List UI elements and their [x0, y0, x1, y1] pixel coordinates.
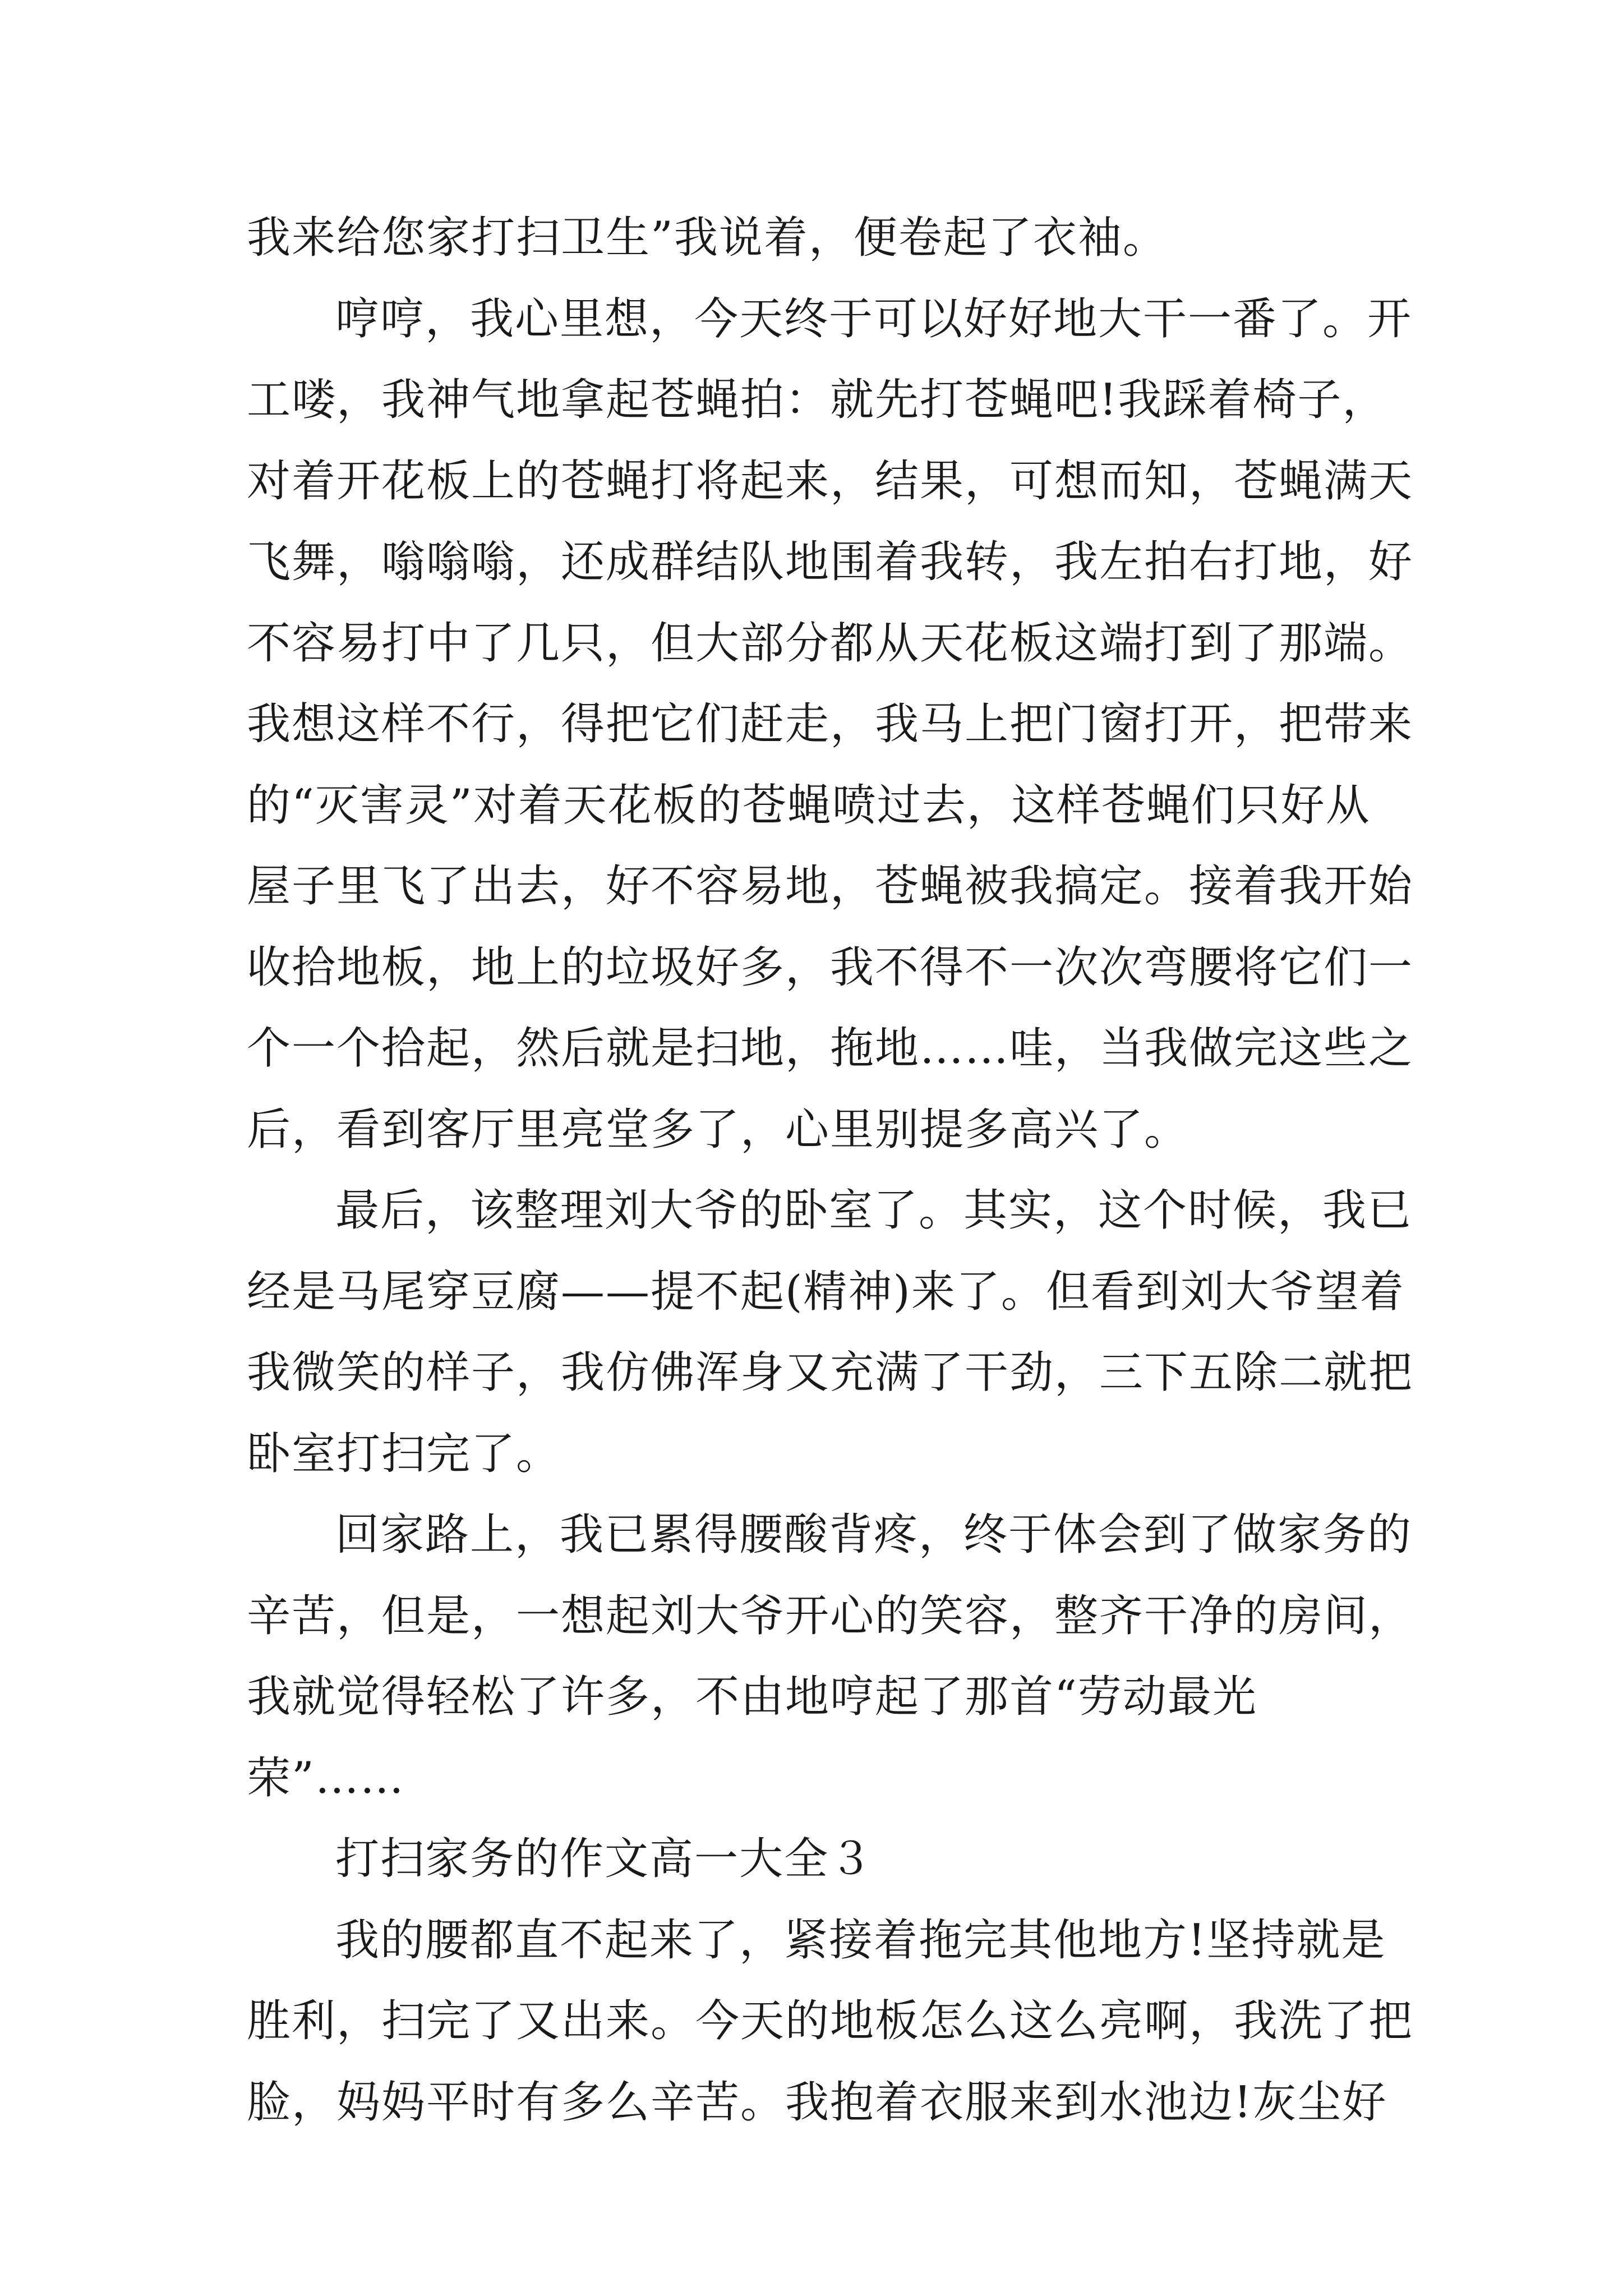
- text-line: 工喽，我神气地拿起苍蝇拍：就先打苍蝇吧!我踩着椅子，: [247, 375, 1387, 425]
- text-line: 不容易打中了几只，但大部分都从天花板这端打到了那端。: [247, 618, 1414, 669]
- text-line: 我想这样不行，得把它们赶走，我马上把门窗打开，把带来: [247, 699, 1414, 749]
- text-line: 收拾地板，地上的垃圾好多，我不得不一次次弯腰将它们一: [247, 942, 1414, 993]
- text-line: 我来给您家打扫卫生”我说着，便卷起了衣袖。: [247, 213, 1168, 263]
- paragraph-start-line: 最后，该整理刘大爷的卧室了。其实，这个时候，我已: [335, 1185, 1413, 1236]
- text-line: 对着开花板上的苍蝇打将起来，结果，可想而知，苍蝇满天: [247, 455, 1414, 507]
- paragraph-start-line: 回家路上，我已累得腰酸背疼，终于体会到了做家务的: [335, 1510, 1413, 1560]
- text-line: 的“灭害灵”对着天花板的苍蝇喷过去，这样苍蝇们只好从: [247, 780, 1371, 831]
- text-line: 荣”……: [247, 1752, 405, 1803]
- text-line: 胜利，扫完了又出来。今天的地板怎么这么亮啊，我洗了把: [247, 1996, 1414, 2046]
- paragraph-start-line: 哼哼，我心里想，今天终于可以好好地大干一番了。开: [335, 293, 1413, 344]
- text-line: 后，看到客厅里亮堂多了，心里别提多高兴了。: [247, 1104, 1189, 1155]
- text-line: 经是马尾穿豆腐——提不起(精神)来了。但看到刘大爷望着: [247, 1266, 1405, 1317]
- document-body: [247, 197, 1414, 2143]
- text-line: 我就觉得轻松了许多，不由地哼起了那首“劳动最光: [247, 1672, 1257, 1722]
- text-line: 辛苦，但是，一想起刘大爷开心的笑容，整齐干净的房间，: [247, 1590, 1414, 1641]
- text-line: 卧室打扫完了。: [247, 1428, 561, 1479]
- section-title: 打扫家务的作文高一大全３: [335, 1834, 874, 1884]
- text-line: 屋子里飞了出去，好不容易地，苍蝇被我搞定。接着我开始: [247, 861, 1414, 912]
- text-line: 飞舞，嗡嗡嗡，还成群结队地围着我转，我左拍右打地，好: [247, 537, 1414, 587]
- text-line: 个一个拾起，然后就是扫地，拖地……哇，当我做完这些之: [247, 1023, 1414, 1074]
- text-line: 我微笑的样子，我仿佛浑身又充满了干劲，三下五除二就把: [247, 1347, 1414, 1398]
- paragraph-start-line: 我的腰都直不起来了，紧接着拖完其他地方!坚持就是: [335, 1915, 1386, 1966]
- text-line: 脸，妈妈平时有多么辛苦。我抱着衣服来到水池边!灰尘好: [247, 2077, 1387, 2128]
